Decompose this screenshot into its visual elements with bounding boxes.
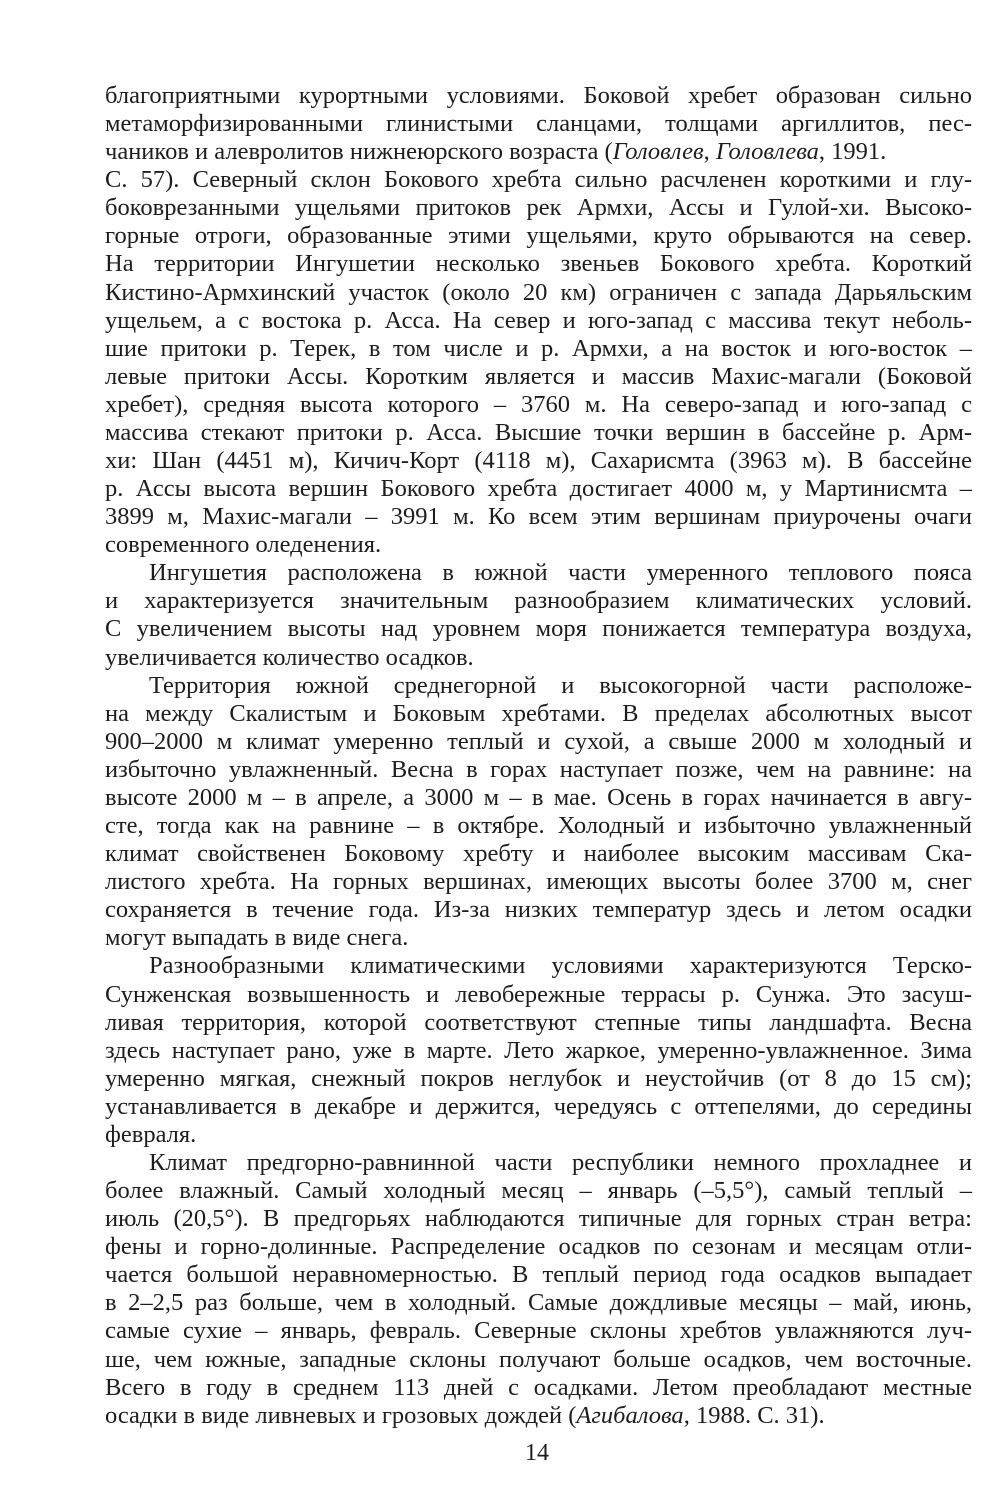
text-line (105, 1065, 972, 1093)
paragraph (105, 82, 972, 559)
line-content: Ингушетия расположена в южной части умеренного теплового пояса (149, 559, 972, 587)
text-segment: , (703, 138, 716, 166)
text-line (105, 1233, 972, 1261)
text-line (105, 1009, 972, 1037)
text-line (105, 82, 972, 110)
text-line (105, 166, 972, 194)
line-content: климат свойственен Боковому хребту и наиболее высоким массивам Ска- (105, 840, 972, 868)
line-content (105, 138, 886, 165)
text-line (105, 672, 972, 700)
line-content: Климат предгорно-равнинной части республики немного прохладнее и (149, 1148, 972, 1176)
line-content: Сунженская возвышенность и левобережные террасы р. Сунжа. Это засуш- (105, 980, 972, 1008)
text-line (105, 784, 972, 812)
text-line (105, 924, 972, 952)
text-line (105, 307, 972, 335)
line-content: хребет), средняя высота которого – 3760 м. На северо-запад и юго-запад с (105, 390, 972, 418)
text-line (105, 531, 972, 559)
line-content: 3899 м, Махис-магали – 3991 м. Ко всем этим вершинам приурочены очаги (105, 503, 972, 531)
text-line (105, 279, 972, 307)
line-content: благоприятными курортными условиями. Боковой хребет образован сильно (105, 82, 972, 109)
paragraph (105, 672, 972, 953)
text-line (105, 222, 972, 250)
line-content: левые притоки Ассы. Коротким является и массив Махис-магали (Боковой (105, 362, 972, 390)
text-line (105, 503, 972, 531)
line-content: сохраняется в течение года. Из-за низких температур здесь и летом осадки (105, 896, 972, 924)
line-content: современного оледенения. (105, 531, 382, 559)
text-line (105, 1346, 972, 1374)
text-segment: , 1988. С. 31). (683, 1401, 825, 1429)
line-content: листого хребта. На горных вершинах, имеющих высоты более 3700 м, снег (105, 868, 972, 896)
line-content: в 2–2,5 раз больше, чем в холодный. Самые дождливые месяцы – май, июнь, (105, 1289, 972, 1317)
paragraph (105, 952, 972, 1149)
text-line (105, 868, 972, 896)
line-content: устанавливается в декабре и держится, чередуясь с оттепелями, до середины (105, 1092, 972, 1120)
text-segment: , 1991. (818, 138, 887, 166)
line-content: более влажный. Самый холодный месяц – январь (–5,5°), самый теплый – (105, 1177, 972, 1205)
line-content: увеличивается количество осадков. (105, 643, 474, 671)
line-content: здесь наступает рано, уже в марте. Лето жаркое, умеренно-увлажненное. Зима (105, 1036, 972, 1064)
text-line (105, 728, 972, 756)
text-line (105, 391, 972, 419)
line-content: массива стекают притоки р. Асса. Высшие точки вершин в бассейне р. Арм- (105, 418, 972, 446)
text-segment: осадки в виде ливневых и грозовых дождей ( (105, 1401, 577, 1429)
line-content: чается большой неравномерностью. В теплый период года осадков выпадает (105, 1261, 972, 1289)
text-line (105, 1205, 972, 1233)
citation-author: Головлева (715, 138, 819, 166)
text-line (105, 559, 972, 587)
line-content: и характеризуется значительным разнообразием климатических условий. (105, 587, 972, 615)
text-line (105, 615, 972, 643)
line-content: июль (20,5°). В предгорьях наблюдаются типичные для горных стран ветра: (105, 1205, 972, 1233)
line-content: февраля. (105, 1120, 197, 1148)
line-content: сте, тогда как на равнине – в октябре. Холодный и избыточно увлажненный (105, 812, 972, 840)
text-line (105, 1037, 972, 1065)
paragraph (105, 559, 972, 671)
text-segment: чаников и алевролитов нижнеюрского возраста ( (105, 138, 613, 166)
text-line (105, 1093, 972, 1121)
body-text (105, 82, 972, 1430)
text-line (105, 110, 972, 138)
line-content: шие притоки р. Терек, в том числе и р. Армхи, а на восток и юго-восток – (105, 334, 972, 362)
text-line (105, 896, 972, 924)
line-content: С. 57). Северный склон Бокового хребта сильно расчленен короткими и глу- (105, 166, 972, 194)
text-line (105, 1317, 972, 1345)
text-line (105, 194, 972, 222)
citation-author: Головлев (612, 138, 704, 166)
paragraph (105, 1149, 972, 1430)
line-content: боковрезанными ущельями притоков рек Армхи, Ассы и Гулой-хи. Высоко- (105, 194, 972, 222)
text-line (105, 981, 972, 1009)
line-content: горные отроги, образованные этими ущельями, круто обрываются на север. (105, 222, 972, 250)
line-content: хи: Шан (4451 м), Кичич-Корт (4118 м), Сахарисмта (3963 м). В бассейне (105, 447, 972, 475)
text-line (105, 1261, 972, 1289)
text-line (105, 952, 972, 980)
text-line (105, 138, 972, 166)
line-content: могут выпадать в виде снега. (105, 924, 409, 952)
line-content: ливая территория, которой соответствуют степные типы ландшафта. Весна (105, 1008, 972, 1036)
text-line (105, 644, 972, 672)
line-content: Всего в году в среднем 113 дней с осадками. Летом преобладают местные (105, 1373, 972, 1401)
text-line (105, 475, 972, 503)
citation-author: Агибалова (576, 1401, 684, 1429)
text-line (105, 1149, 972, 1177)
line-content: самые сухие – январь, февраль. Северные склоны хребтов увлажняются луч- (105, 1317, 972, 1345)
text-line (105, 587, 972, 615)
line-content: избыточно увлажненный. Весна в горах наступает позже, чем на равнине: на (105, 755, 972, 783)
line-content: ущельем, а с востока р. Асса. На север и юго-запад с массива текут неболь- (105, 306, 972, 334)
line-content: Кистино-Армхинский участок (около 20 км) ограничен с запада Дарьяльским (105, 278, 972, 306)
line-content: Разнообразными климатическими условиями характеризуются Терско- (149, 952, 972, 980)
line-content: р. Ассы высота вершин Бокового хребта достигает 4000 м, у Мартинисмта – (105, 475, 972, 503)
page-number: 14 (525, 1440, 549, 1466)
line-content: Территория южной среднегорной и высокогорной части расположе- (149, 671, 972, 699)
line-content: на между Скалистым и Боковым хребтами. В пределах абсолютных высот (105, 699, 972, 727)
line-content: На территории Ингушетии несколько звеньев Бокового хребта. Короткий (105, 250, 972, 278)
line-content: высоте 2000 м – в апреле, а 3000 м – в мае. Осень в горах начинается в авгу- (105, 783, 972, 811)
text-line (105, 1121, 972, 1149)
text-line (105, 756, 972, 784)
text-line (105, 812, 972, 840)
text-line (105, 1374, 972, 1402)
text-line (105, 700, 972, 728)
text-line (105, 840, 972, 868)
line-content: 900–2000 м климат умеренно теплый и сухой, а свыше 2000 м холодный и (105, 727, 972, 755)
text-line (105, 250, 972, 278)
line-content (105, 1402, 825, 1429)
line-content: ше, чем южные, западные склоны получают больше осадков, чем восточные. (105, 1345, 972, 1373)
line-content: С увеличением высоты над уровнем моря понижается температура воздуха, (105, 615, 972, 643)
text-line (105, 1289, 972, 1317)
text-line (105, 1177, 972, 1205)
text-line (105, 447, 972, 475)
text-line (105, 1402, 972, 1430)
line-content: метаморфизированными глинистыми сланцами, толщами аргиллитов, пес- (105, 110, 972, 138)
text-line (105, 335, 972, 363)
text-line (105, 419, 972, 447)
text-line (105, 363, 972, 391)
line-content: фены и горно-долинные. Распределение осадков по сезонам и месяцам отли- (105, 1233, 972, 1261)
line-content: умеренно мягкая, снежный покров неглубок и неустойчив (от 8 до 15 см); (105, 1064, 972, 1092)
